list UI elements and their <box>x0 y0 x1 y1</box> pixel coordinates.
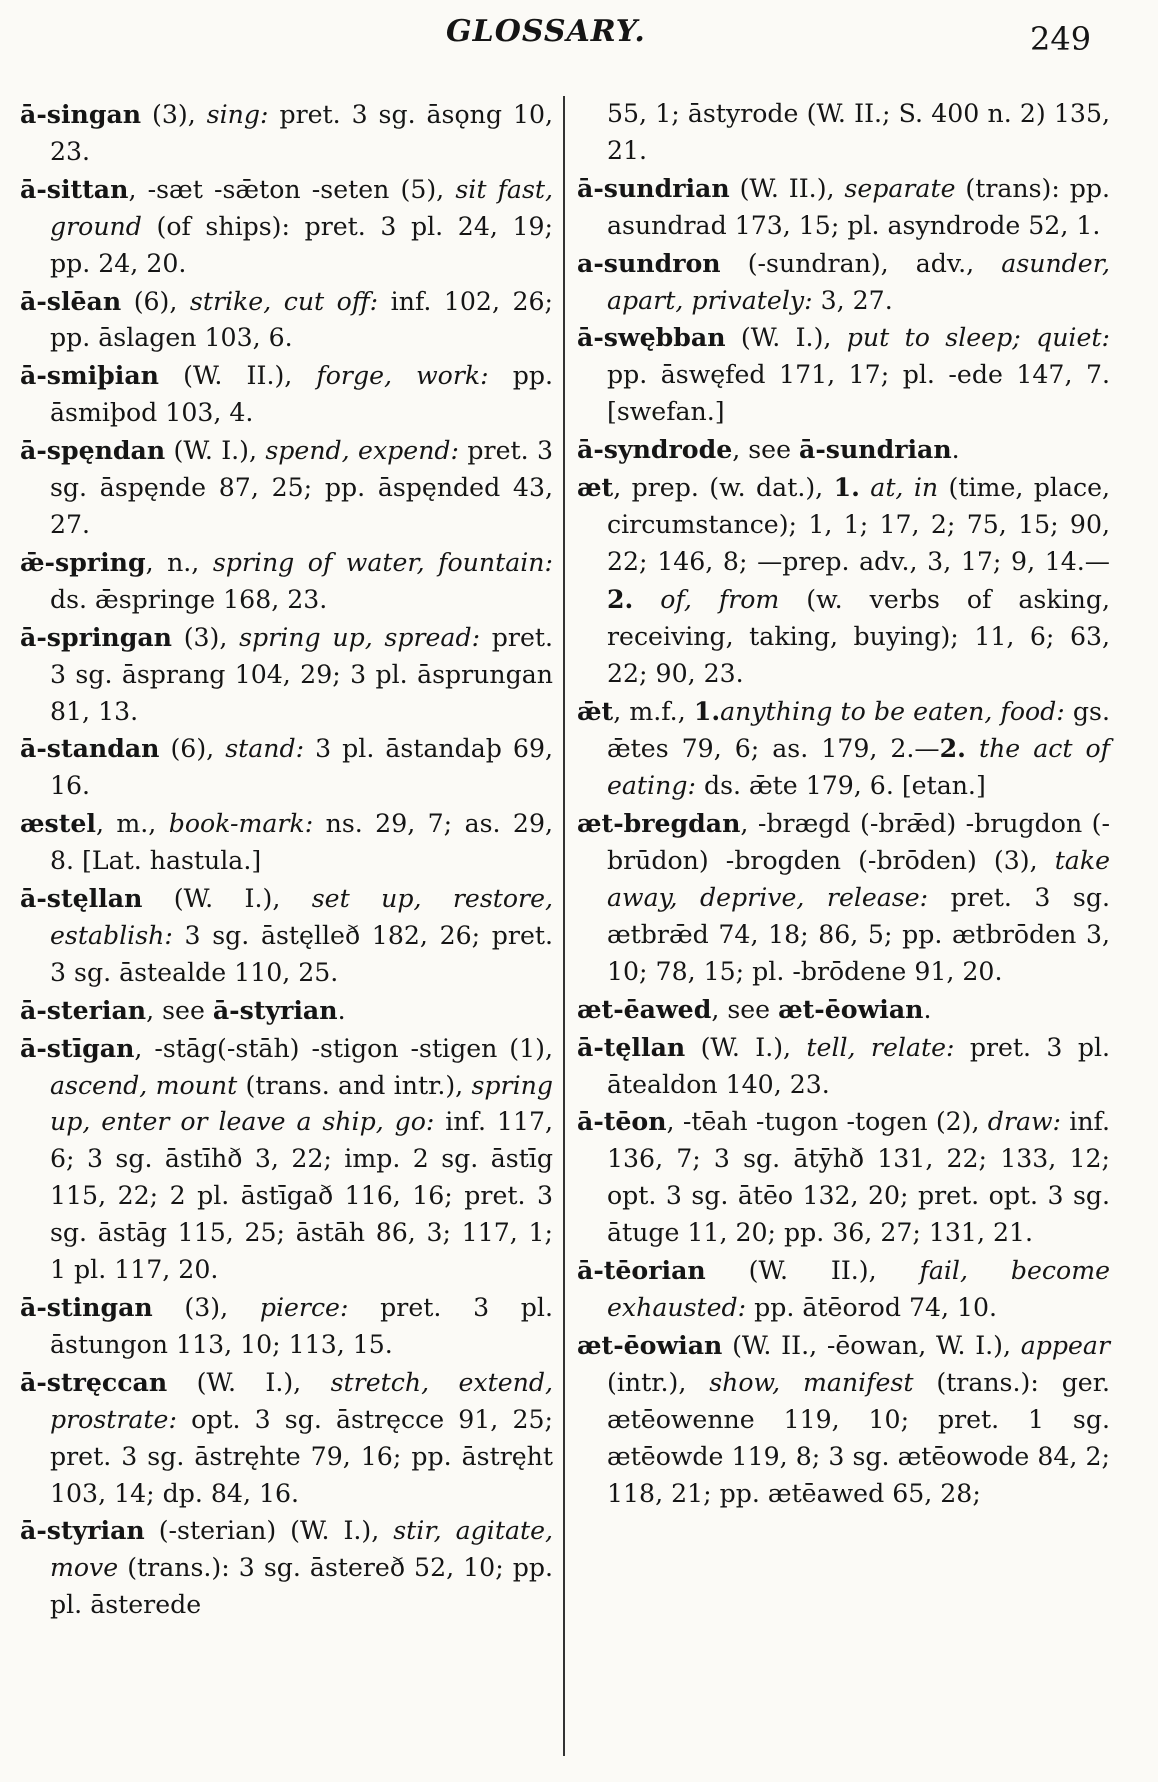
entry-text: (intr.), <box>607 1367 710 1397</box>
entry-text: . <box>951 435 960 465</box>
definition: spring up, enter or leave a ship, go: <box>50 1070 553 1137</box>
glossary-entry <box>577 469 1110 692</box>
entry-text: pret. 3 pl. āstungon 113, 10; 113, 15. <box>50 1293 553 1359</box>
glossary-entry <box>577 693 1110 806</box>
entry-text: , see <box>146 995 213 1025</box>
entry-text: pret. 3 sg. āspęnde 87, 25; pp. āspęnded 43, 27. <box>50 436 553 539</box>
headword: æt-ēowian <box>577 1329 723 1360</box>
headword: æstel <box>20 808 96 839</box>
definition: fail, become exhausted: <box>607 1256 1110 1322</box>
entry-text: 55, 1; āstyrode (W. II.; S. 400 n. 2) 135, 21. <box>607 99 1110 165</box>
glossary-entry <box>20 619 553 731</box>
entry-text <box>860 473 870 502</box>
definition: strike, cut off: <box>189 286 379 316</box>
glossary-entry <box>20 432 553 544</box>
headword: ā-slēan <box>20 285 122 316</box>
definition: sing: <box>206 100 269 129</box>
entry-text: pp. ātēorod 74, 10. <box>746 1293 998 1322</box>
headword: ā-styrian <box>212 994 338 1025</box>
glossary-entry <box>20 1364 553 1513</box>
headword: æt-bregdan <box>577 808 741 839</box>
glossary-entry <box>20 992 553 1030</box>
entry-text: ds. ǣte 179, 6. [etan.] <box>695 771 986 801</box>
headword: ǣ-spring <box>20 546 146 577</box>
headword: ā-sittan <box>20 173 129 204</box>
headword: ā-smiþian <box>20 360 159 391</box>
headword: ā-singan <box>20 99 142 129</box>
page-number: 249 <box>1030 20 1092 58</box>
entry-text <box>966 734 979 763</box>
entry-text: (of ships): pret. 3 pl. 24, 19; pp. 24, 20. <box>50 211 553 278</box>
glossary-columns <box>20 96 1110 1756</box>
entry-text: 3, 27. <box>812 285 893 315</box>
definition: spend, expend: <box>265 436 460 466</box>
glossary-entry <box>20 880 553 992</box>
headword: 1. <box>833 472 860 503</box>
entry-text: (trans. and intr.), <box>237 1070 472 1100</box>
entry-text: inf. 102, 26; pp. āslagen 103, 6. <box>50 286 554 353</box>
entry-text: inf. 117, 6; 3 sg. āstīhð 3, 22; imp. 2 sg. āstīg 115, 22; 2 pl. āstīgað 116, 16; pret. 3 sg. āstāg 115, 25; āstāh 86, 3; 117, 1; 1 pl. 117, 20. <box>50 1107 553 1285</box>
headword: ā-swębban <box>577 322 726 353</box>
glossary-entry <box>577 1029 1110 1104</box>
glossary-entry <box>20 171 553 283</box>
headword: ā-stīgan <box>20 1032 135 1063</box>
headword: ā-spęndan <box>20 435 166 466</box>
glossary-entry <box>577 1252 1110 1327</box>
entry-text: (W. II., -ēowan, W. I.), <box>722 1330 1021 1360</box>
headword: ā-stingan <box>20 1292 153 1322</box>
glossary-entry <box>577 245 1110 320</box>
definition: sit fast, ground <box>50 174 553 241</box>
headword: ā-tēon <box>577 1106 667 1137</box>
entry-text: , n., <box>145 547 213 577</box>
entry-text: , -tēah -tugon -togen (2), <box>666 1107 988 1137</box>
entry-text: (3), <box>152 1293 260 1322</box>
entry-text: . <box>337 995 346 1025</box>
headword: 1. <box>693 695 721 726</box>
definition: separate <box>844 173 956 203</box>
entry-text: (6), <box>121 286 190 316</box>
entry-text: (W. I.), <box>725 323 847 353</box>
entry-text: 3 pl. āstandaþ 69, 16. <box>50 734 553 801</box>
entry-text: (-sundran), adv., <box>720 248 1002 278</box>
glossary-entry <box>20 357 553 432</box>
definition: the act of eating: <box>607 734 1110 801</box>
entry-text: (W. I.), <box>167 1367 331 1397</box>
entry-text: (3), <box>141 100 207 129</box>
entry-text: (w. verbs of asking, receiving, taking, buying); 11, 6; 63, 22; 90, 23. <box>607 584 1110 688</box>
entry-text: (W. II.), <box>705 1256 920 1286</box>
glossary-entry-continuation <box>577 96 1110 170</box>
headword: æt-ēowian <box>778 993 924 1024</box>
glossary-entry <box>577 991 1110 1029</box>
definition: spring up, spread: <box>239 622 481 652</box>
headword: ā-standan <box>20 733 160 764</box>
entry-text: pp. āswęfed 171, 17; pl. -ede 147, 7. [swefan.] <box>607 360 1110 427</box>
glossary-entry <box>577 170 1110 245</box>
headword: ā-sundrian <box>799 434 952 465</box>
entry-text: (trans.): ger. ætēowenne 119, 10; pret. 1 sg. ætēowde 119, 8; 3 sg. ætēowode 84, 2; 118, 21; pp. ætēawed 65, 28; <box>607 1367 1110 1508</box>
headword: ǣt <box>577 695 614 726</box>
definition: draw: <box>987 1107 1062 1137</box>
headword: ā-syndrode <box>577 434 733 465</box>
definition: anything to be eaten, food: <box>720 696 1065 726</box>
entry-text: , m., <box>95 809 169 839</box>
definition: at, in <box>870 473 939 503</box>
headword: ā-sundrian <box>577 172 730 203</box>
entry-text <box>633 585 660 614</box>
definition: tell, relate: <box>806 1032 955 1062</box>
entry-text: (trans): pp. asundrad 173, 15; pl. asyndrode 52, 1. <box>607 173 1110 240</box>
headword: æt-ēawed <box>577 993 712 1024</box>
entry-text: , m.f., <box>613 696 694 726</box>
glossary-entry <box>577 805 1110 991</box>
headword: ā-stręccan <box>20 1366 168 1397</box>
definition: stretch, extend, prostrate: <box>50 1367 554 1434</box>
definition: take away, deprive, release: <box>607 846 1110 913</box>
entry-text: ns. 29, 7; as. 29, 8. [Lat. hastula.] <box>50 809 553 876</box>
entry-text: (W. I.), <box>165 436 266 466</box>
right-column <box>565 96 1110 1756</box>
definition: of, from <box>660 584 780 614</box>
entry-text: opt. 3 sg. āstręcce 91, 25; pret. 3 sg. āstręhte 79, 16; pp. āstręht 103, 14; dp. 84, 16. <box>50 1404 553 1508</box>
entry-text: (3), <box>171 622 240 652</box>
headword: ā-styrian <box>20 1515 145 1546</box>
entry-text: , -sæt -sǣton -seten (5), <box>128 174 456 204</box>
headword: ā-tęllan <box>577 1031 686 1062</box>
definition: asunder, apart, privately: <box>607 248 1110 315</box>
entry-text: . <box>923 994 932 1024</box>
entry-text: (6), <box>159 734 226 764</box>
entry-text: 3 sg. āstęlleð 182, 26; pret. 3 sg. āstealde 110, 25. <box>50 920 553 987</box>
running-head: GLOSSARY. <box>446 14 646 49</box>
glossary-entry <box>577 1103 1110 1252</box>
entry-text: gs. ǣtes 79, 6; as. 179, 2.— <box>607 696 1110 764</box>
entry-text: inf. 136, 7; 3 sg. ātȳhð 131, 22; 133, 12; opt. 3 sg. ātēo 132, 20; pret. opt. 3 sg. ātuge 11, 20; pp. 36, 27; 131, 21. <box>607 1107 1110 1248</box>
entry-text: , -brægd (-brǣd) -brugdon (-brūdon) -brogden (-brōden) (3), <box>607 809 1110 876</box>
glossary-entry <box>577 1327 1110 1513</box>
definition: spring of water, fountain: <box>212 547 553 577</box>
definition: ascend, mount <box>50 1070 238 1100</box>
entry-text: , see <box>711 994 779 1024</box>
headword: 2. <box>607 583 634 614</box>
entry-text: (W. II.), <box>159 361 317 391</box>
glossary-entry <box>20 1030 553 1289</box>
headword: ā-sterian <box>20 994 147 1025</box>
entry-text: pret. 3 pl. ātealdon 140, 23. <box>607 1032 1111 1099</box>
definition: pierce: <box>259 1293 349 1322</box>
headword: ā-springan <box>20 621 172 652</box>
definition: appear <box>1020 1330 1110 1360</box>
entry-text: pret. 3 sg. āsprang 104, 29; 3 pl. āsprungan 81, 13. <box>50 622 553 726</box>
entry-text: pret. 3 sg. āsǫng 10, 23. <box>50 100 553 166</box>
headword: æt <box>577 472 614 503</box>
headword: a-sundron <box>577 247 721 278</box>
glossary-entry <box>20 805 553 880</box>
entry-text: (trans.): 3 sg. āstereð 52, 10; pp. pl. āsterede <box>50 1553 553 1620</box>
glossary-entry <box>20 96 553 171</box>
entry-text: , see <box>732 435 799 465</box>
glossary-entry <box>20 1512 553 1624</box>
headword: ā-stęllan <box>20 883 143 914</box>
headword: ā-tēorian <box>577 1255 706 1286</box>
entry-text: pp. āsmiþod 103, 4. <box>50 361 553 428</box>
glossary-entry <box>577 431 1110 469</box>
entry-text: , prep. (w. dat.), <box>613 473 834 503</box>
definition: forge, work: <box>316 361 489 391</box>
entry-text: , -stāg(-stāh) -stigon -stigen (1), <box>134 1033 553 1063</box>
definition: set up, restore, establish: <box>50 884 553 950</box>
definition: put to sleep; quiet: <box>846 323 1110 353</box>
glossary-entry <box>20 730 553 805</box>
entry-text: (time, place, circumstance); 1, 1; 17, 2; 75, 15; 90, 22; 146, 8; —prep. adv., 3, 17; 9, 14.— <box>607 473 1110 576</box>
definition: book-mark: <box>168 809 314 839</box>
headword: 2. <box>939 733 966 764</box>
glossary-entry <box>20 1289 553 1364</box>
glossary-entry <box>20 283 553 358</box>
definition: stand: <box>225 734 305 764</box>
entry-text: (-sterian) (W. I.), <box>144 1516 394 1546</box>
left-column <box>20 96 565 1756</box>
entry-text: pret. 3 sg. ætbrǣd 74, 18; 86, 5; pp. ætbrōden 3, 10; 78, 15; pl. -brōdene 91, 20. <box>607 883 1110 986</box>
definition: stir, agitate, move <box>50 1516 553 1583</box>
glossary-entry <box>20 544 553 619</box>
entry-text: (W. I.), <box>685 1032 807 1062</box>
entry-text: (W. I.), <box>142 884 312 914</box>
definition: show, manifest <box>709 1367 914 1397</box>
entry-text: (W. II.), <box>729 173 845 203</box>
glossary-entry <box>577 319 1110 431</box>
entry-text: ds. ǣspringe 168, 23. <box>50 584 328 614</box>
